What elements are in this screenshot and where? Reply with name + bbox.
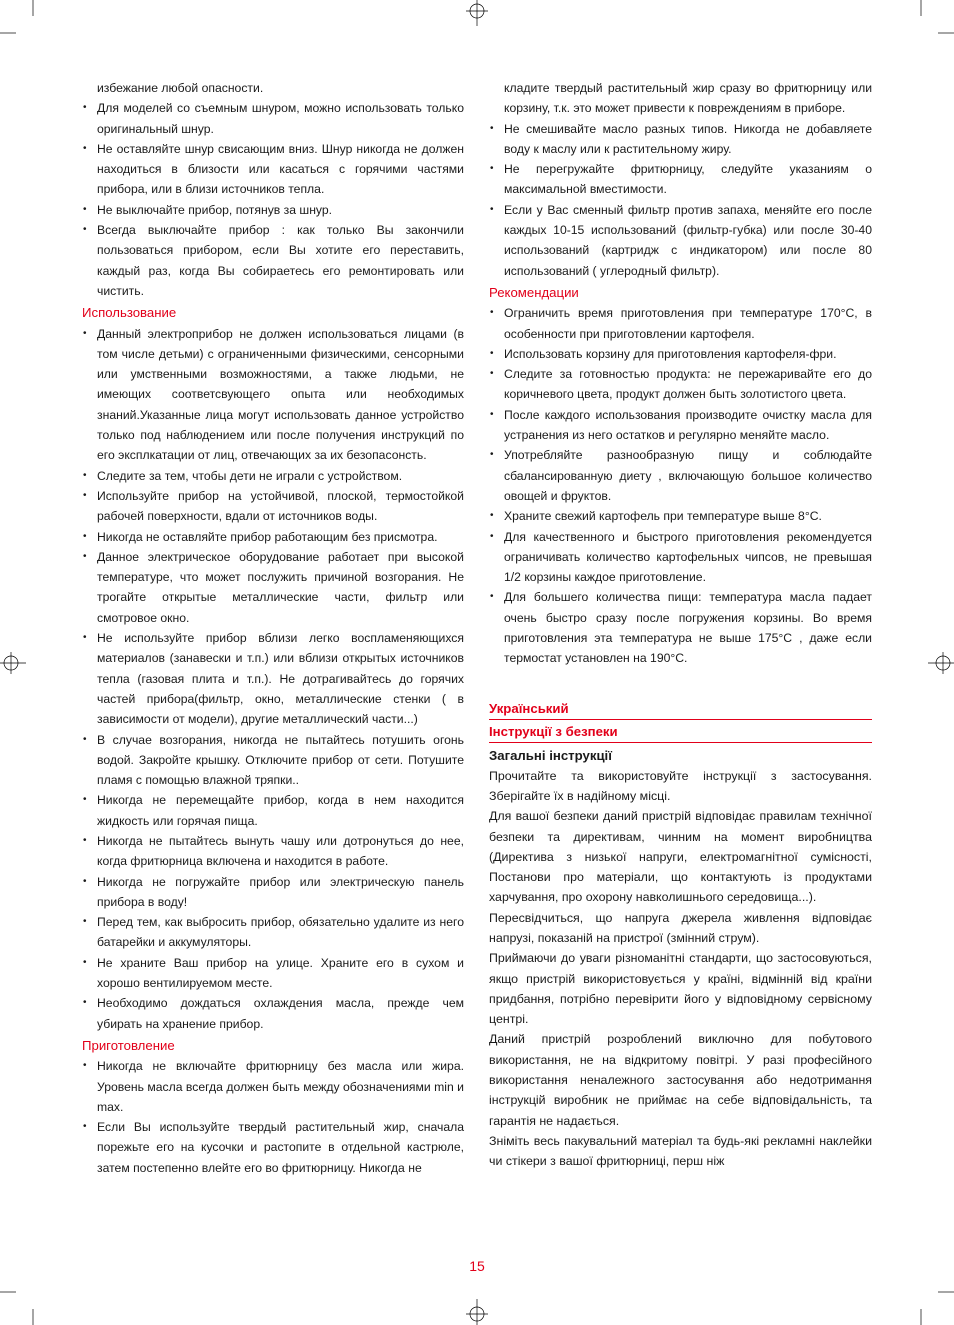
- list-item: • Для большего количества пищи: температура масла падает очень быстро сразу после погружения корзины. Во время приготовления эта температура не выше 175°C , даже если термостат установлен на 190°C.: [489, 587, 872, 668]
- recommendations-list: [489, 303, 872, 668]
- list-item: • Если у Вас сменный фильтр против запаха, меняйте его после каждых 10-15 использований (фильтр-губка) или после 30-40 использований (картридж с индикатором) или после 80 использований ( углеродный фильтр).: [489, 200, 872, 281]
- list-item: • Не выключайте прибор, потянув за шнур.: [82, 200, 464, 220]
- registration-mark-right: [928, 652, 954, 674]
- usage-list: [82, 324, 464, 1034]
- list-item: • Необходимо дождаться охлаждения масла, прежде чем убирать на хранение прибор.: [82, 993, 464, 1034]
- left-column: [82, 78, 464, 1178]
- list-item: • Данный электроприбор не должен использоваться лицами (в том числе детьми) с ограниченными физическими, сенсорными или умственными возможностями, а также людьми, не имеющих соответсвующего опыта или необходимых знаний.Указанные лица могут использовать данное устройство только под наблюдением или после получения инструкций по его эксплкатации от лиц, отвечающих за их безопасонсть.: [82, 324, 464, 466]
- paragraph: Прочитайте та використовуйте інструкції з застосування. Зберігайте їх в надійному місці.: [489, 768, 872, 803]
- continued-text: избежание любой опасности.: [97, 81, 264, 95]
- section-heading-recommendations: Рекомендации: [489, 284, 579, 300]
- registration-mark-left: [0, 652, 26, 674]
- list-item: • После каждого использования производите очистку масла для устранения из него остатков и регулярно меняйте масло.: [489, 405, 872, 446]
- paragraph: Приймаючи до уваги різноманітні стандарти, що застосовуються, якщо пристрій використовується у країні, відмінній від країни придбання, потрібно перевірити його у відповідному сервісному центрі.: [489, 951, 872, 1027]
- page-number: 15: [469, 1258, 485, 1274]
- crop-mark-bottom-right: [914, 1285, 954, 1325]
- list-item: • Если Вы используйте твердый растительный жир, сначала порежьте его на кусочки и растопите в отдельной кастрюле, затем постепенно влейте его во фритюрницу. Никогда не: [82, 1117, 464, 1178]
- crop-mark-top-left: [0, 0, 40, 40]
- list-item: • Не смешивайте масло разных типов. Никогда не добавляете воду к маслу или к растительному жиру.: [489, 119, 872, 160]
- list-item: • Никогда не перемещайте прибор, когда в нем находится жидкость или горячая пища.: [82, 790, 464, 831]
- list-item: • Ограничить время приготовления при температуре 170°C, в особенности при приготовлении картофеля.: [489, 303, 872, 344]
- list-item: • Храните свежий картофель при температуре выше 8°C.: [489, 506, 872, 526]
- paragraph: Пересвідчиться, що напруга джерела живлення відповідає напрузі, показаній на пристрої (змінний струм).: [489, 910, 872, 945]
- list-item: • В случае возгорания, никогда не пытайтесь потушить огонь водой. Закройте крышку. Отключите прибор от сети. Потушите пламя с помощью влажной тряпки..: [82, 730, 464, 791]
- right-column: [489, 78, 872, 1172]
- list-item: • Не оставляйте шнур свисающим вниз. Шнур никогда не должен находиться в близости или касаться с горячими частями прибора, или в близи источников тепла.: [82, 139, 464, 200]
- list-item: • Использовать корзину для приготовления картофеля-фри.: [489, 344, 872, 364]
- registration-mark-bottom: [466, 1299, 488, 1325]
- list-item: • Всегда выключайте прибор : как только Вы закончили пользоваться прибором, если Вы хотите его переставить, каждый раз, когда Вы собираетесь его ремонтировать или чистить.: [82, 220, 464, 301]
- preparation-list-cont: [489, 119, 872, 281]
- crop-mark-top-right: [914, 0, 954, 40]
- registration-mark-top: [466, 0, 488, 26]
- list-item: • Не храните Ваш прибор на улице. Храните его в сухом и хорошо вентилируемом месте.: [82, 953, 464, 994]
- list-item: • Перед тем, как выбросить прибор, обязательно удалите из него батарейки и аккумуляторы.: [82, 912, 464, 953]
- list-item: • Следите за готовностью продукта: не пережаривайте его до коричневого цвета, продукт должен быть золотистого цвета.: [489, 364, 872, 405]
- continued-text: кладите твердый растительный жир сразу во фритюрницу или корзину, т.к. это может привести к повреждениям в приборе.: [504, 81, 872, 116]
- list-item: • Используйте прибор на устойчивой, плоской, термостойкой рабочей поверхности, вдали от источников воды.: [82, 486, 464, 527]
- list-item: • Для моделей со съемным шнуром, можно использовать только оригинальный шнур.: [82, 98, 464, 139]
- paragraph: Для вашої безпеки даний пристрій відповідає правилам технічної безпеки та директивам, чинним на момент виробництва (Директива з низької напруги, електромагнітної сумісності, Постанови про матеріали, що контактують із продуктами харчування, про охорону навколишнього середовища...).: [489, 809, 872, 905]
- list-item: • Не перегружайте фритюрницу, следуйте указаниям о максимальной вместимости.: [489, 159, 872, 200]
- section-heading-safety-ua: Інструкції з безпеки: [489, 722, 872, 743]
- list-item: • Данное электрическое оборудование работает при высокой температуре, что может послужить причиной возгорания. Не трогайте открытые металлические части, фильтр или смотровое окно.: [82, 547, 464, 628]
- list-item: • Употребляйте разнообразную пищу и соблюдайте сбалансированную диету , включающую большое количество овощей и фруктов.: [489, 445, 872, 506]
- paragraph: Даний пристрій розроблений виключно для побутового використання, не на відкритому повітрі. У разі професійного використання неналежного застосування або недотримання інструкцій виробник не приймає на себе відповідальність, та гарантія не надається.: [489, 1032, 872, 1128]
- language-heading-ukrainian: Український: [489, 699, 872, 720]
- section-heading-usage: Использование: [82, 305, 177, 321]
- list-item: • Никогда не пытайтесь вынуть чашу или дотронуться до нее, когда фритюрница включена и находится в работе.: [82, 831, 464, 872]
- preparation-list: [82, 1056, 464, 1178]
- list-item: • Никогда не погружайте прибор или электрическую панель прибора в воду!: [82, 872, 464, 913]
- list-item: • Никогда не включайте фритюрницу без масла или жира. Уровень масла всегда должен быть между обозначениями min и max.: [82, 1056, 464, 1117]
- list-item: • Следите за тем, чтобы дети не играли с устройством.: [82, 466, 464, 486]
- crop-mark-bottom-left: [0, 1285, 40, 1325]
- safety-list: [82, 98, 464, 301]
- subheading-general-ua: Загальні інструкції: [489, 747, 612, 763]
- section-heading-preparation: Приготовление: [82, 1037, 175, 1053]
- paragraph: Зніміть весь пакувальний матеріал та будь-які рекламні наклейки чи стікери з вашої фритюрниці, перш ніж: [489, 1133, 872, 1169]
- list-item: • Для качественного и быстрого приготовления рекомендуется ограничивать количество картофельных чипсов, не превышая 1/2 корзины каждое приготовление.: [489, 527, 872, 588]
- list-item: • Никогда не оставляйте прибор работающим без присмотра.: [82, 527, 464, 547]
- list-item: • Не используйте прибор вблизи легко воспламеняющихся материалов (занавески и т.п.) или вблизи открытых источников тепла (газовая плита и т.п.). Не дотрагивайтесь до горячих частей прибора(фильтр, окно, металлические стенки ( в зависимости от модели), другие металлический части...): [82, 628, 464, 729]
